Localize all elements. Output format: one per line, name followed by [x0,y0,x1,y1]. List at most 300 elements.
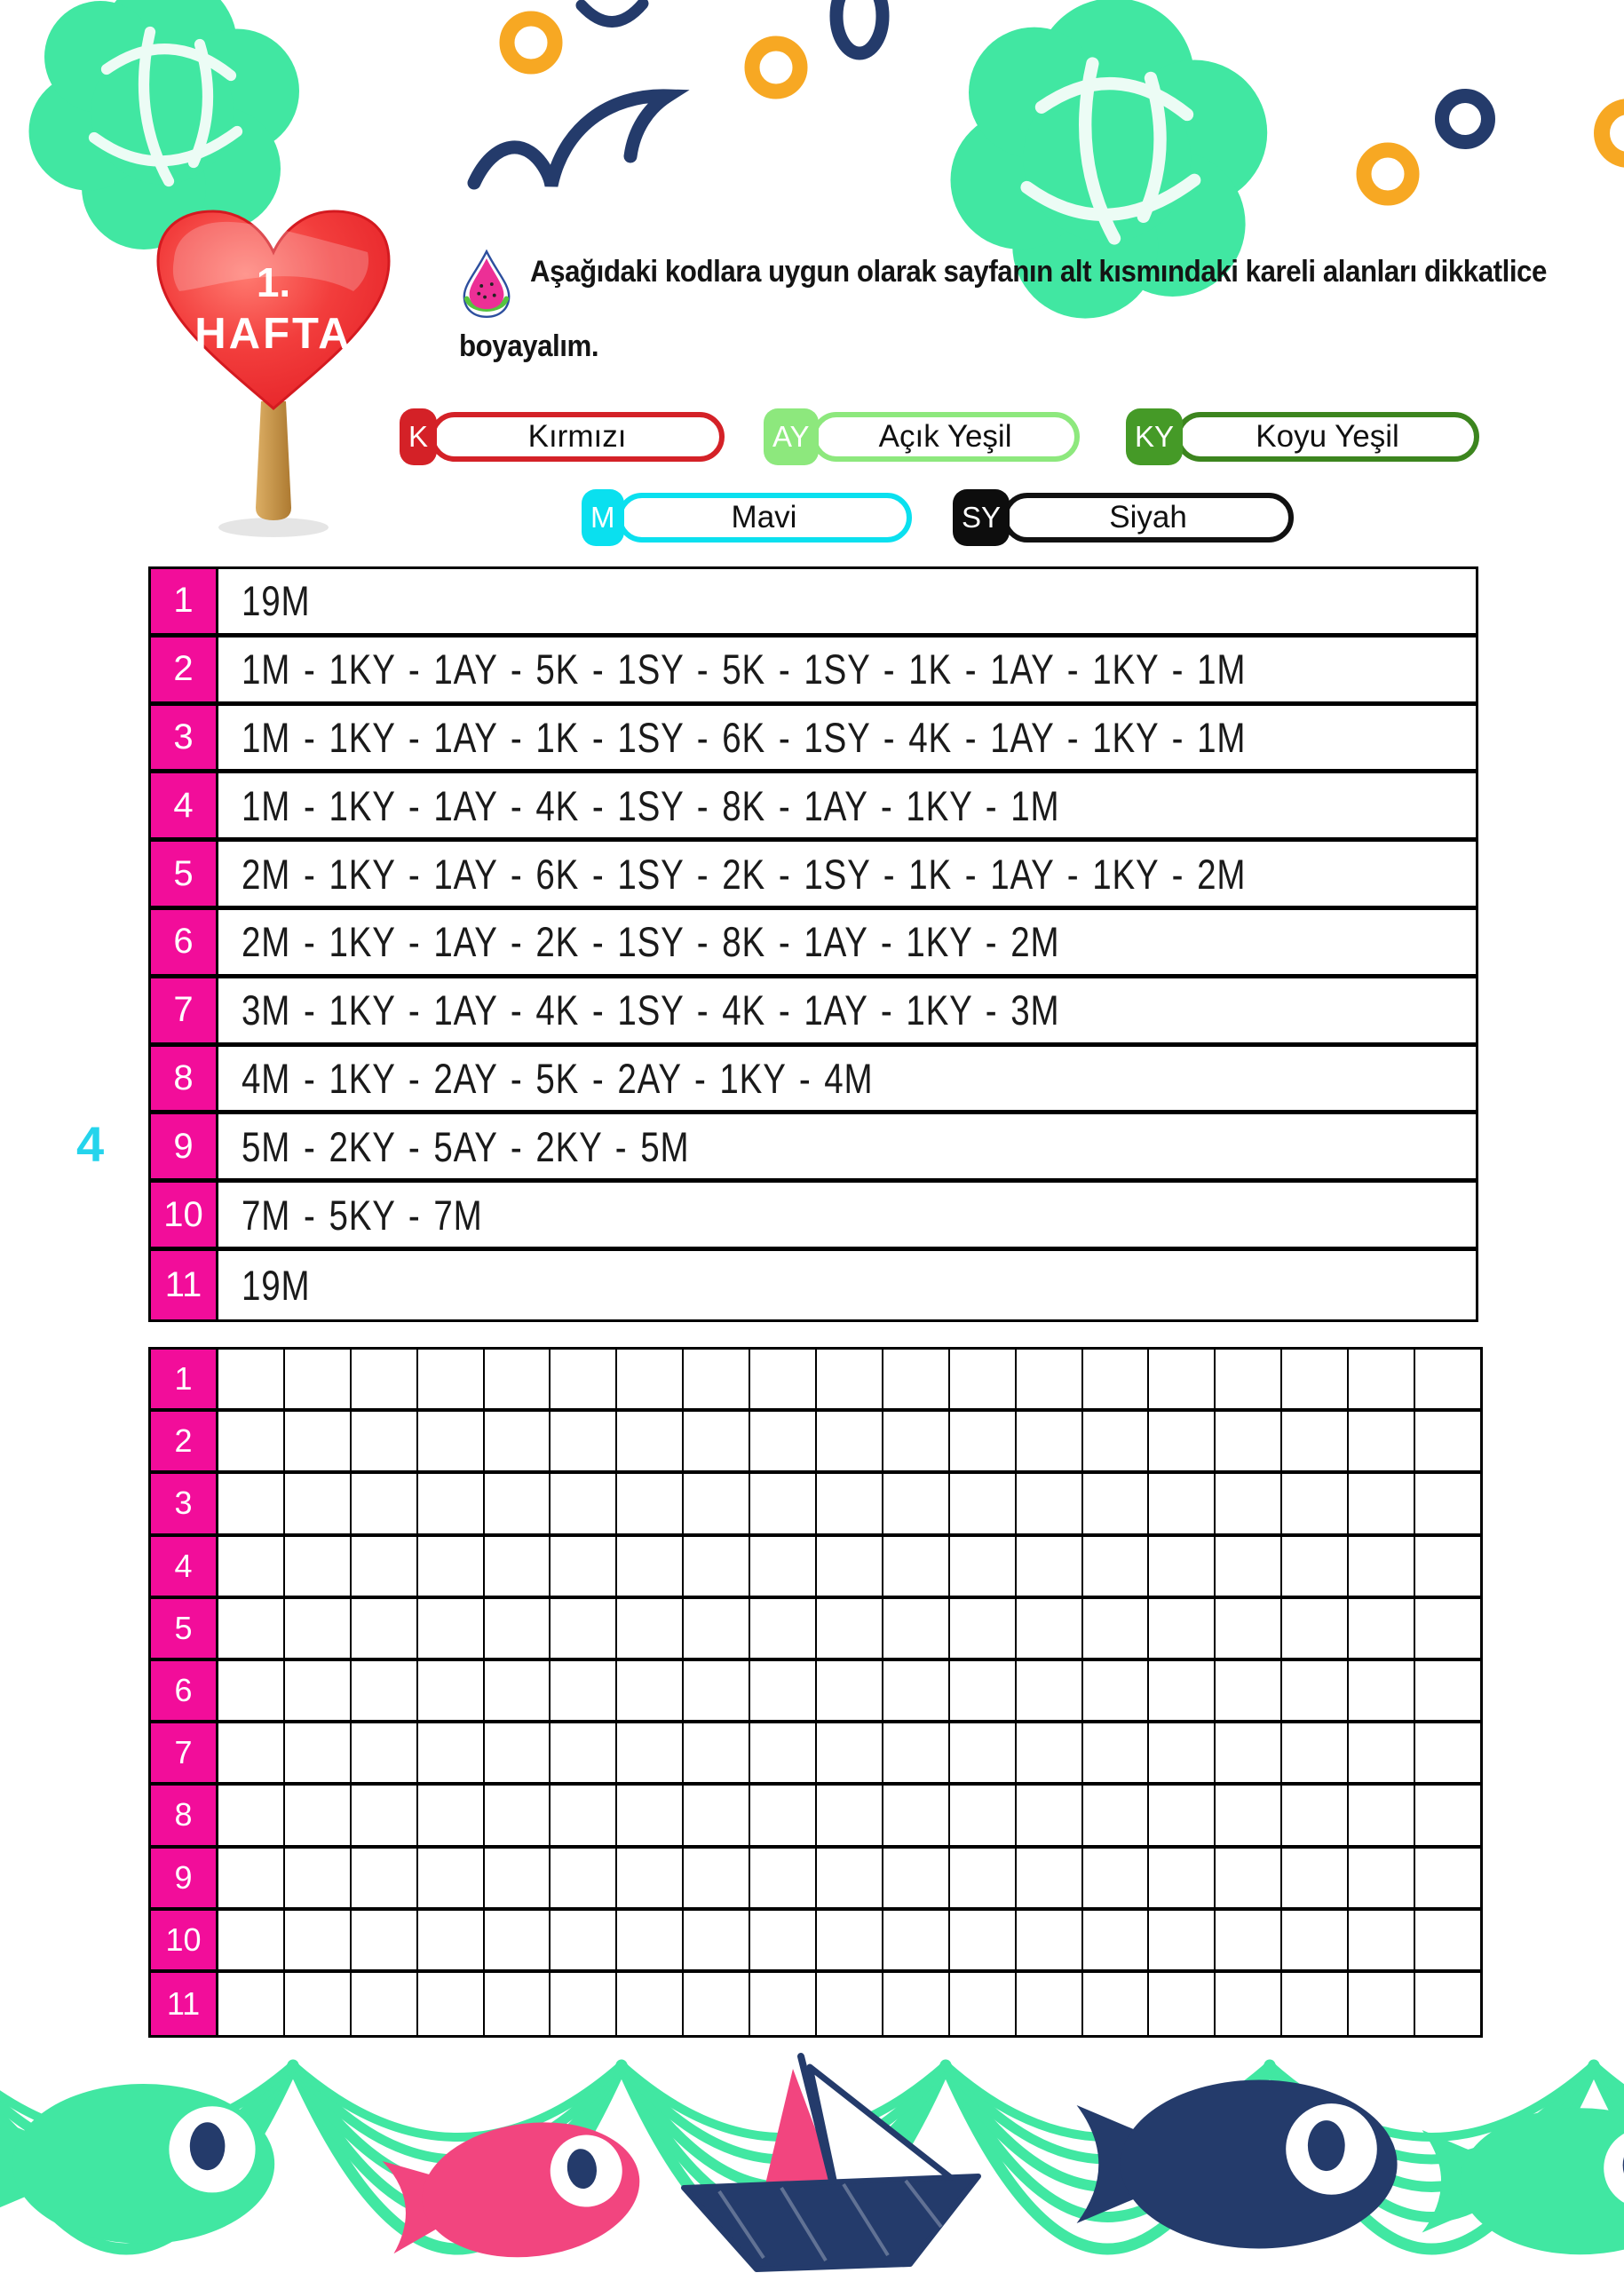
grid-cell[interactable] [1415,1973,1480,2035]
grid-cell[interactable] [1216,1537,1282,1596]
legend-label-siyah: Siyah [1002,493,1294,543]
grid-cell[interactable] [950,1599,1017,1658]
grid-cell[interactable] [551,1474,617,1532]
grid-cell[interactable] [1415,1786,1480,1844]
grid-cell[interactable] [1216,1350,1282,1408]
lollipop-stick [256,401,291,520]
grid-cell[interactable] [817,1723,883,1782]
grid-cell[interactable] [1282,1599,1349,1658]
grid-cell[interactable] [218,1786,285,1844]
seagull-doodle [474,96,668,186]
grid-cell[interactable] [1415,1412,1480,1470]
grid-cell[interactable] [950,1537,1017,1596]
legend-code-sy: SY [953,489,1010,546]
grid-cell[interactable] [617,1412,684,1470]
grid-row [151,1723,1480,1786]
grid-cell[interactable] [950,1973,1017,2035]
grid-cell[interactable] [1017,1350,1083,1408]
grid-cell[interactable] [285,1786,352,1844]
grid-cell[interactable] [218,1474,285,1532]
navy-ring-icon [836,0,883,53]
grid-cell[interactable] [684,1350,750,1408]
grid-row-number: 2 [151,1412,218,1470]
grid-cell[interactable] [1349,1599,1415,1658]
legend-code-k: K [400,408,437,465]
grid-cell[interactable] [551,1350,617,1408]
grid-cell[interactable] [1282,1661,1349,1720]
grid-cell[interactable] [218,1849,285,1907]
grid-row-number: 8 [151,1786,218,1844]
grid-cell[interactable] [617,1911,684,1969]
grid-cell[interactable] [1083,1661,1150,1720]
orange-ring-icon [1602,107,1624,160]
grid-cell[interactable] [617,1723,684,1782]
grid-cell[interactable] [750,1849,817,1907]
grid-row [151,1599,1480,1661]
grid-cell[interactable] [750,1911,817,1969]
row-number: 7 [151,978,218,1042]
row-code-cell [218,842,1476,906]
grid-cell[interactable] [1349,1661,1415,1720]
grid-row [151,1661,1480,1723]
grid-cell[interactable] [352,1412,418,1470]
grid-cell[interactable] [1149,1350,1216,1408]
code-table-row [151,978,1476,1047]
grid-row-number: 10 [151,1911,218,1969]
color-code-text: 2M - 1KY - 1AY - 2K - 1SY - 8K - 1AY - 1KY - 2M [242,918,1060,966]
code-table-row [151,638,1476,706]
grid-cell[interactable] [352,1661,418,1720]
grid-cell[interactable] [285,1412,352,1470]
grid-cell[interactable] [418,1723,485,1782]
grid-cell[interactable] [617,1350,684,1408]
legend-label-mavi: Mavi [617,493,912,543]
color-code-text: 2M - 1KY - 1AY - 6K - 1SY - 2K - 1SY - 1K - 1AY - 1KY - 2M [242,850,1247,898]
grid-cell[interactable] [883,1786,950,1844]
grid-cell[interactable] [883,1661,950,1720]
grid-cell[interactable] [1216,1849,1282,1907]
grid-row-number: 3 [151,1474,218,1532]
grid-cell[interactable] [352,1599,418,1658]
grid-cell[interactable] [1149,1849,1216,1907]
row-code-cell [218,910,1476,974]
orange-ring-icon [752,44,800,91]
grid-cell[interactable] [485,1474,551,1532]
row-number: 6 [151,910,218,974]
navy-ring-icon [1442,96,1488,142]
grid-cell[interactable] [684,1973,750,2035]
grid-cell[interactable] [950,1661,1017,1720]
grid-cell[interactable] [1216,1474,1282,1532]
grid-cell[interactable] [1017,1786,1083,1844]
grid-cell[interactable] [750,1973,817,2035]
row-number: 8 [151,1047,218,1111]
grid-cell[interactable] [1349,1350,1415,1408]
grid-cell[interactable] [1415,1599,1480,1658]
grid-cell[interactable] [218,1973,285,2035]
teal-fish-icon [1422,2108,1624,2254]
grid-cell[interactable] [485,1599,551,1658]
grid-row [151,1537,1480,1599]
grid-cell[interactable] [1216,1599,1282,1658]
grid-cell[interactable] [750,1474,817,1532]
code-table-row [151,1183,1476,1251]
grid-cell[interactable] [883,1350,950,1408]
grid-cell[interactable] [1149,1973,1216,2035]
grid-cell[interactable] [551,1911,617,1969]
grid-cell[interactable] [1282,1474,1349,1532]
grid-cell[interactable] [684,1474,750,1532]
grid-cell[interactable] [1415,1474,1480,1532]
orange-ring-icon [507,19,555,67]
grid-cell[interactable] [485,1661,551,1720]
row-number: 2 [151,638,218,701]
grid-cell[interactable] [218,1599,285,1658]
color-code-text: 1M - 1KY - 1AY - 5K - 1SY - 5K - 1SY - 1K - 1AY - 1KY - 1M [242,645,1247,693]
row-code-cell [218,569,1476,633]
grid-cell[interactable] [883,1911,950,1969]
grid-cell[interactable] [617,1849,684,1907]
grid-cell[interactable] [218,1412,285,1470]
row-code-cell [218,1047,1476,1111]
code-table-row [151,569,1476,638]
grid-cell[interactable] [418,1661,485,1720]
grid-row-number: 9 [151,1849,218,1907]
row-code-cell [218,1114,1476,1178]
grid-cell[interactable] [950,1723,1017,1782]
legend-label-acik-yesil: Açık Yeşil [812,412,1080,462]
grid-cell[interactable] [218,1537,285,1596]
grid-cell[interactable] [883,1537,950,1596]
row-number: 4 [151,773,218,837]
grid-cell[interactable] [1017,1849,1083,1907]
grid-cell[interactable] [1149,1723,1216,1782]
grid-cell[interactable] [551,1661,617,1720]
grid-cell[interactable] [684,1911,750,1969]
grid-cell[interactable] [1083,1474,1150,1532]
grid-cell[interactable] [1415,1911,1480,1969]
row-code-cell [218,1183,1476,1247]
code-table-row [151,706,1476,774]
grid-cell[interactable] [950,1474,1017,1532]
legend-item-mavi [582,489,912,546]
grid-cell[interactable] [1415,1350,1480,1408]
grid-cell[interactable] [1282,1412,1349,1470]
grid-cell[interactable] [817,1350,883,1408]
grid-cell[interactable] [1282,1786,1349,1844]
row-number: 10 [151,1183,218,1247]
legend-label-koyu-yesil: Koyu Yeşil [1176,412,1479,462]
grid-cell[interactable] [1149,1911,1216,1969]
grid-cell[interactable] [1349,1973,1415,2035]
legend-item-kirmizi [400,408,725,465]
grid-cell[interactable] [1149,1599,1216,1658]
grid-cell[interactable] [418,1537,485,1596]
code-table-row [151,910,1476,978]
grid-cell[interactable] [285,1849,352,1907]
grid-cell[interactable] [1083,1412,1150,1470]
grid-cell[interactable] [551,1537,617,1596]
grid-cell[interactable] [817,1786,883,1844]
grid-cell[interactable] [485,1350,551,1408]
row-number: 3 [151,706,218,770]
code-table-row [151,773,1476,842]
grid-cell[interactable] [418,1973,485,2035]
grid-cell[interactable] [1349,1537,1415,1596]
row-number: 1 [151,569,218,633]
grid-cell[interactable] [551,1412,617,1470]
row-code-cell [218,978,1476,1042]
grid-cell[interactable] [617,1537,684,1596]
grid-cell[interactable] [218,1911,285,1969]
grid-cell[interactable] [485,1973,551,2035]
grid-cell[interactable] [1282,1973,1349,2035]
grid-row-number: 4 [151,1537,218,1596]
grid-cell[interactable] [617,1661,684,1720]
grid-cell[interactable] [352,1849,418,1907]
grid-cell[interactable] [817,1537,883,1596]
grid-cell[interactable] [617,1973,684,2035]
grid-cell[interactable] [418,1911,485,1969]
grid-cell[interactable] [1349,1723,1415,1782]
grid-cell[interactable] [1149,1412,1216,1470]
grid-cell[interactable] [1149,1661,1216,1720]
grid-cell[interactable] [485,1412,551,1470]
code-table-row [151,842,1476,910]
teal-fish-icon [0,2084,274,2244]
grid-cell[interactable] [418,1474,485,1532]
navy-arc-doodle [582,4,643,22]
grid-cell[interactable] [485,1537,551,1596]
grid-cell[interactable] [1349,1786,1415,1844]
grid-cell[interactable] [1349,1412,1415,1470]
grid-cell[interactable] [1349,1911,1415,1969]
legend-item-koyu-yesil [1126,408,1479,465]
row-code-cell [218,706,1476,770]
grid-cell[interactable] [418,1412,485,1470]
grid-row-number: 5 [151,1599,218,1658]
grid-cell[interactable] [617,1786,684,1844]
grid-cell[interactable] [418,1350,485,1408]
code-table-row [151,1251,1476,1319]
grid-cell[interactable] [1017,1911,1083,1969]
grid-cell[interactable] [218,1723,285,1782]
grid-cell[interactable] [485,1849,551,1907]
grid-cell[interactable] [817,1412,883,1470]
legend-code-m: M [582,489,624,546]
coloring-grid [148,1347,1483,2038]
grid-cell[interactable] [617,1599,684,1658]
grid-cell[interactable] [817,1911,883,1969]
navy-fish-icon [1077,2080,1398,2249]
grid-cell[interactable] [684,1412,750,1470]
grid-cell[interactable] [1083,1537,1150,1596]
grid-cell[interactable] [352,1474,418,1532]
grid-cell[interactable] [1216,1661,1282,1720]
grid-cell[interactable] [1017,1474,1083,1532]
grid-cell[interactable] [1149,1537,1216,1596]
grid-row [151,1849,1480,1911]
legend-item-acik-yesil [764,408,1080,465]
row-code-cell [218,1251,1476,1319]
grid-cell[interactable] [750,1723,817,1782]
grid-cell[interactable] [1017,1661,1083,1720]
grid-cell[interactable] [684,1786,750,1844]
page-number: 4 [76,1116,105,1172]
grid-cell[interactable] [883,1474,950,1532]
grid-cell[interactable] [1415,1849,1480,1907]
instruction-line-1: Aşağıdaki kodlara uygun olarak sayfanın alt kısmındaki kareli alanları dikkatlice [530,255,1547,289]
grid-row [151,1412,1480,1474]
grid-cell[interactable] [1083,1350,1150,1408]
grid-cell[interactable] [1149,1786,1216,1844]
grid-cell[interactable] [1083,1723,1150,1782]
grid-cell[interactable] [1017,1412,1083,1470]
grid-cell[interactable] [285,1350,352,1408]
grid-cell[interactable] [1415,1661,1480,1720]
grid-cell[interactable] [1083,1973,1150,2035]
grid-cell[interactable] [750,1350,817,1408]
grid-cell[interactable] [1349,1849,1415,1907]
grid-cell[interactable] [1083,1849,1150,1907]
grid-cell[interactable] [285,1599,352,1658]
grid-cell[interactable] [1415,1723,1480,1782]
grid-cell[interactable] [551,1786,617,1844]
grid-cell[interactable] [750,1599,817,1658]
legend-code-ay: AY [764,408,819,465]
grid-cell[interactable] [684,1849,750,1907]
grid-cell[interactable] [1083,1599,1150,1658]
grid-cell[interactable] [950,1786,1017,1844]
grid-cell[interactable] [551,1599,617,1658]
grid-row [151,1474,1480,1536]
grid-cell[interactable] [1282,1537,1349,1596]
grid-cell[interactable] [1216,1786,1282,1844]
grid-cell[interactable] [950,1911,1017,1969]
grid-cell[interactable] [684,1661,750,1720]
instruction-block [459,249,1578,369]
lollipop-shadow [218,518,329,537]
grid-cell[interactable] [750,1412,817,1470]
heart-lollipop [149,206,398,561]
legend-label-kirmizi: Kırmızı [430,412,725,462]
grid-cell[interactable] [1349,1474,1415,1532]
grid-row-number: 7 [151,1723,218,1782]
grid-cell[interactable] [285,1973,352,2035]
grid-cell[interactable] [1216,1973,1282,2035]
grid-cell[interactable] [418,1599,485,1658]
color-code-text: 19M [242,1261,311,1309]
grid-cell[interactable] [218,1661,285,1720]
grid-cell[interactable] [950,1412,1017,1470]
grid-cell[interactable] [1017,1537,1083,1596]
grid-cell[interactable] [1017,1723,1083,1782]
grid-cell[interactable] [684,1537,750,1596]
grid-cell[interactable] [750,1786,817,1844]
grid-row-number: 6 [151,1661,218,1720]
grid-cell[interactable] [750,1537,817,1596]
grid-cell[interactable] [285,1723,352,1782]
grid-cell[interactable] [352,1350,418,1408]
grid-cell[interactable] [817,1849,883,1907]
grid-cell[interactable] [817,1973,883,2035]
grid-cell[interactable] [352,1723,418,1782]
color-code-text: 4M - 1KY - 2AY - 5K - 2AY - 1KY - 4M [242,1054,874,1102]
grid-cell[interactable] [1149,1474,1216,1532]
row-number: 5 [151,842,218,906]
grid-cell[interactable] [285,1911,352,1969]
grid-cell[interactable] [1083,1911,1150,1969]
row-code-cell [218,638,1476,701]
grid-cell[interactable] [551,1723,617,1782]
grid-cell[interactable] [485,1786,551,1844]
grid-cell[interactable] [485,1723,551,1782]
week-number: 1. [256,259,291,305]
grid-cell[interactable] [485,1911,551,1969]
grid-cell[interactable] [883,1599,950,1658]
grid-cell[interactable] [617,1474,684,1532]
grid-cell[interactable] [883,1723,950,1782]
grid-row [151,1350,1480,1412]
grid-cell[interactable] [883,1412,950,1470]
grid-cell[interactable] [1282,1849,1349,1907]
color-code-text: 1M - 1KY - 1AY - 4K - 1SY - 8K - 1AY - 1KY - 1M [242,781,1060,829]
grid-cell[interactable] [750,1661,817,1720]
color-code-text: 5M - 2KY - 5AY - 2KY - 5M [242,1122,690,1170]
grid-cell[interactable] [551,1973,617,2035]
grid-cell[interactable] [1017,1599,1083,1658]
grid-cell[interactable] [218,1350,285,1408]
grid-cell[interactable] [817,1661,883,1720]
grid-cell[interactable] [352,1973,418,2035]
grid-cell[interactable] [352,1911,418,1969]
grid-cell[interactable] [817,1599,883,1658]
grid-cell[interactable] [418,1786,485,1844]
color-code-text: 19M [242,577,311,625]
grid-cell[interactable] [352,1537,418,1596]
row-code-cell [218,773,1476,837]
grid-cell[interactable] [684,1723,750,1782]
grid-cell[interactable] [352,1786,418,1844]
grid-cell[interactable] [1083,1786,1150,1844]
grid-cell[interactable] [817,1474,883,1532]
grid-row [151,1911,1480,1973]
grid-cell[interactable] [1282,1911,1349,1969]
grid-cell[interactable] [285,1537,352,1596]
grid-cell[interactable] [883,1973,950,2035]
grid-cell[interactable] [1282,1723,1349,1782]
grid-cell[interactable] [684,1599,750,1658]
grid-cell[interactable] [950,1849,1017,1907]
grid-cell[interactable] [1216,1412,1282,1470]
grid-cell[interactable] [883,1849,950,1907]
grid-cell[interactable] [1216,1723,1282,1782]
grid-cell[interactable] [950,1350,1017,1408]
grid-cell[interactable] [418,1849,485,1907]
grid-cell[interactable] [285,1474,352,1532]
legend-item-siyah [953,489,1294,546]
grid-cell[interactable] [1017,1973,1083,2035]
watermelon-icon [459,249,514,319]
grid-cell[interactable] [1415,1537,1480,1596]
grid-cell[interactable] [1216,1911,1282,1969]
grid-cell[interactable] [551,1849,617,1907]
grid-row [151,1786,1480,1848]
grid-cell[interactable] [285,1661,352,1720]
grid-cell[interactable] [1282,1350,1349,1408]
grid-row-number: 11 [151,1973,218,2035]
legend-code-ky: KY [1126,408,1183,465]
